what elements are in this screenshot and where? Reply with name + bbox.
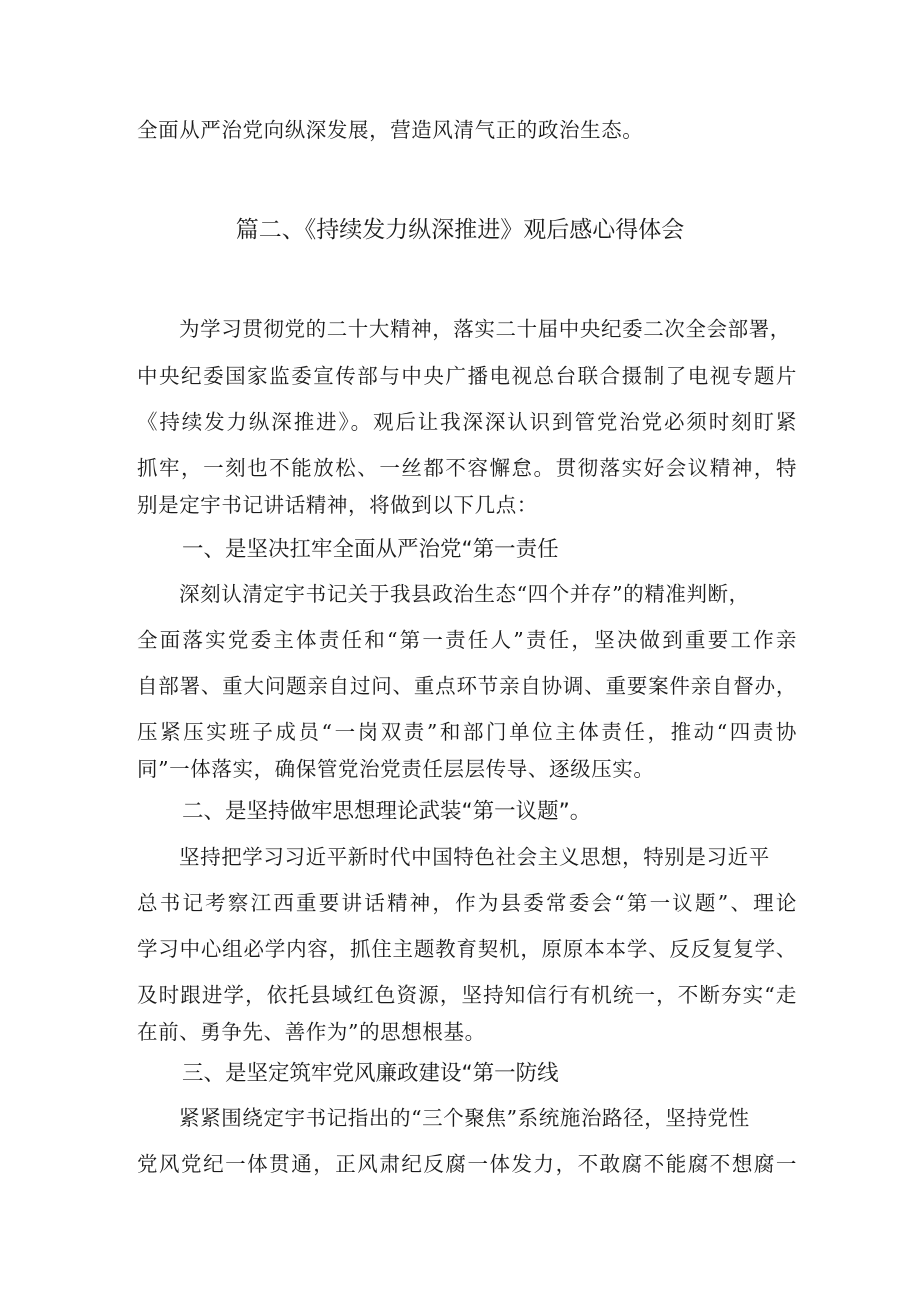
intro-line-1: 为学习贯彻党的二十大精神，落实二十届中央纪委二次全会部署， [179,317,791,341]
section2-line-2: 总书记考察江西重要讲话精神，作为县委常委会“第一议题”、理论 [137,891,797,915]
section1-line-5: 同”一体落实，确保管党治党责任层层传导、逐级压实。 [137,757,655,781]
section1-line-2: 全面落实党委主体责任和“第一责任人”责任，坚决做到重要工作亲 [137,628,797,652]
section2-line-4: 及时跟进学，依托县域红色资源，坚持知信行有机统一，不断夯实“走 [137,983,797,1007]
intro-line-4: 抓牢，一刻也不能放松、一丝都不容懈怠。贯彻落实好会议精神，特 [137,456,797,480]
section1-line-4: 压紧压实班子成员“一岗双责”和部门单位主体责任，推动“四责协 [137,720,797,744]
section3-line-1: 紧紧围绕定宇书记指出的“三个聚焦”系统施治路径，坚持党性 [179,1106,750,1130]
section1-line-1: 深刻认清定宇书记关于我县政治生态“四个并存”的精准判断， [179,582,750,606]
intro-line-3: 《持续发力纵深推进》。观后让我深深认识到管党治党必须时刻盯紧 [137,410,797,434]
article-title: 篇二、《持续发力纵深推进》观后感心得体会 [235,217,685,243]
intro-line-2: 中央纪委国家监委宣传部与中央广播电视总台联合摄制了电视专题片 [137,364,797,388]
section-heading-2: 二、是坚持做牢思想理论武装“第一议题”。 [182,799,592,824]
section2-line-5: 在前、勇争先、善作为”的思想根基。 [137,1020,486,1044]
intro-line-5: 别是定宇书记讲话精神，将做到以下几点： [137,493,538,517]
section-heading-3: 三、是坚定筑牢党风廉政建设“第一防线 [182,1061,559,1086]
section2-line-3: 学习中心组必学内容，抓住主题教育契机，原原本本学、反反复复学、 [137,937,797,961]
section1-line-3: 自部署、重大问题亲自过问、重点环节亲自协调、重要案件亲自督办， [137,674,797,698]
section2-line-1: 坚持把学习习近平新时代中国特色社会主义思想，特别是习近平 [179,845,770,869]
paragraph-line: 全面从严治党向纵深发展，营造风清气正的政治生态。 [137,118,644,142]
section3-line-2: 党风党纪一体贯通，正风肃纪反腐一体发力，不敢腐不能腐不想腐一 [137,1152,797,1176]
section-heading-1: 一、是坚决扛牢全面从严治党“第一责任 [182,537,559,562]
